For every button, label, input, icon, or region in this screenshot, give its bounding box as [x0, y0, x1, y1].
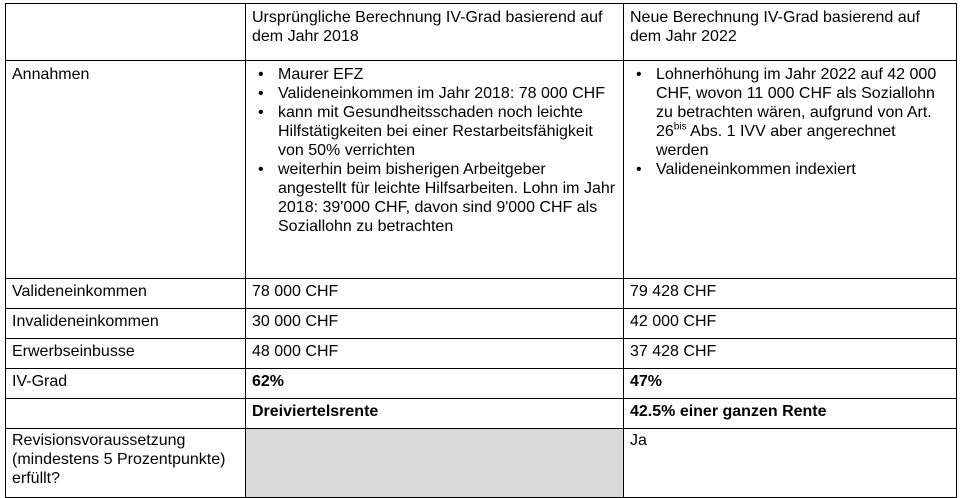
table-header-row — [6, 4, 957, 61]
table-row — [6, 369, 957, 399]
row-label-valideneinkommen: Valideneinkommen — [6, 279, 246, 309]
superscript-bis: bis — [673, 121, 687, 133]
list-item: • weiterhin beim bisherigen Arbeitgeber angestellt für leichte Hilfsarbeiten. Lohn im Jahr 2018: 39'000 CHF, davon sind 9'000 CHF als Soziallohn zu betrachten — [252, 160, 617, 236]
row-label-iv-grad: IV-Grad — [6, 369, 246, 399]
value-original: 30 000 CHF — [246, 309, 624, 339]
value-new: 79 428 CHF — [624, 279, 957, 309]
value-original: 48 000 CHF — [246, 339, 624, 369]
header-cell-empty — [6, 4, 246, 61]
table-row — [6, 279, 957, 309]
value-original: Dreiviertelsrente — [246, 399, 624, 429]
table-row-revision — [6, 429, 957, 498]
row-label-empty — [6, 399, 246, 429]
list-item: • kann mit Gesundheitsschaden noch leichte Hilfstätigkeiten bei einer Restarbeitsfähigkeit von 50% verrichten — [252, 103, 617, 160]
table-row — [6, 339, 957, 369]
row-label-erwerbseinbusse: Erwerbseinbusse — [6, 339, 246, 369]
header-new-calculation: Neue Berechnung IV-Grad basierend auf dem Jahr 2022 — [624, 4, 957, 61]
row-label-revisionsvoraussetzung: Revisionsvoraussetzung (mindestens 5 Prozentpunkte) erfüllt? — [6, 429, 246, 498]
value-new: 47% — [624, 369, 957, 399]
row-label-annahmen: Annahmen — [6, 61, 246, 279]
value-original: 62% — [246, 369, 624, 399]
list-item-text: Lohnerhöhung im Jahr 2022 auf 42 000 CHF, wovon 11 000 CHF als Soziallohn zu betrachten wären, aufgrund von Art. 26 — [656, 66, 937, 140]
list-item — [630, 65, 950, 160]
header-original-calculation: Ursprüngliche Berechnung IV-Grad basierend auf dem Jahr 2018 — [246, 4, 624, 61]
table-row — [6, 399, 957, 429]
annahmen-original-list — [252, 65, 617, 236]
annahmen-new-list — [630, 65, 950, 179]
value-original: 78 000 CHF — [246, 279, 624, 309]
value-new: 42 000 CHF — [624, 309, 957, 339]
shaded-empty-cell — [246, 429, 624, 498]
list-item-text-continued: Abs. 1 IVV aber angerechnet werden — [656, 123, 896, 159]
annahmen-new-cell — [624, 61, 957, 279]
table-row — [6, 309, 957, 339]
list-item: • Valideneinkommen indexiert — [630, 160, 950, 179]
list-item: • Maurer EFZ — [252, 65, 617, 84]
row-label-invalideneinkommen: Invalideneinkommen — [6, 309, 246, 339]
list-item: • Valideneinkommen im Jahr 2018: 78 000 CHF — [252, 84, 617, 103]
table-row-annahmen — [6, 61, 957, 279]
value-new: 42.5% einer ganzen Rente — [624, 399, 957, 429]
annahmen-original-cell — [246, 61, 624, 279]
value-new: 37 428 CHF — [624, 339, 957, 369]
iv-grad-comparison-table — [5, 3, 957, 498]
value-new: Ja — [624, 429, 957, 498]
